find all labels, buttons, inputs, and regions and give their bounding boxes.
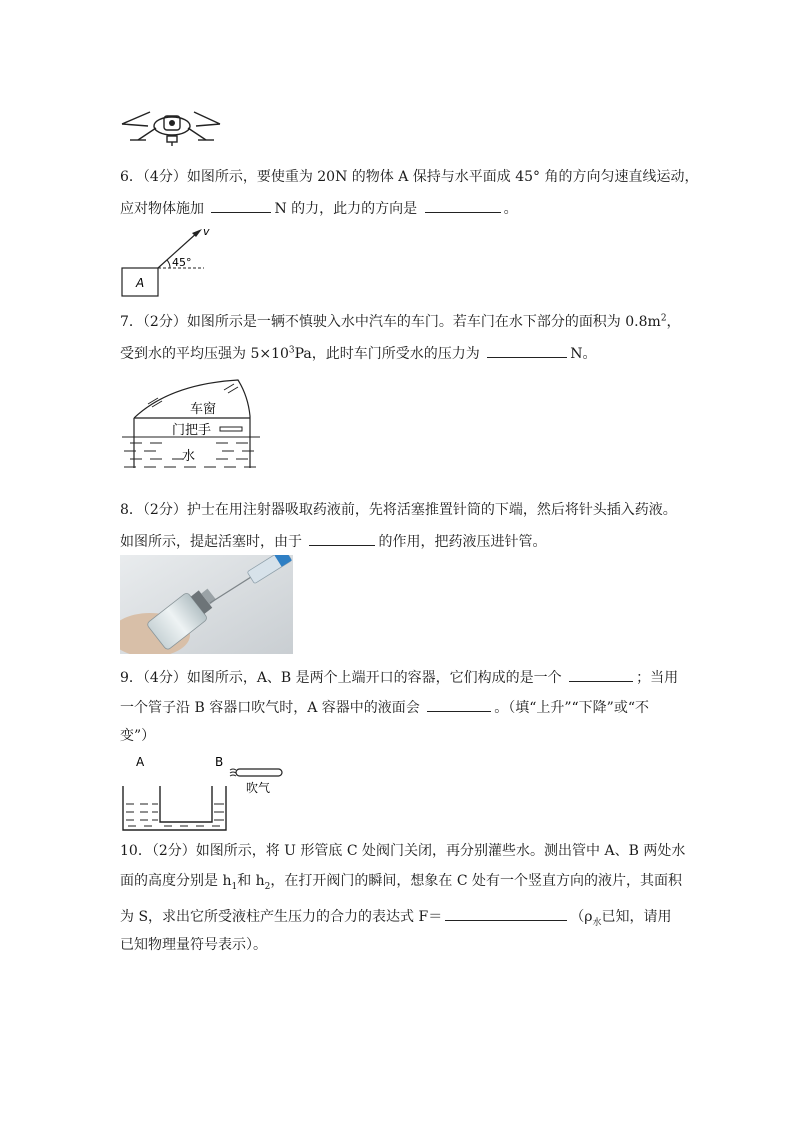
q9-text-1a: 9．（4分）如图所示，A、B 是两个上端开口的容器，它们构成的是一个 [120, 670, 562, 686]
q7-text-2a: 受到水的平均压强为 5×10 [120, 346, 289, 362]
q7-text-2c: N。 [570, 346, 597, 362]
q8-text-2b: 的作用，把药液压进针管。 [378, 534, 547, 550]
q10-text-1: 10．（2分）如图所示，将 U 形管底 C 处阀门关闭，再分别灌些水。测出管中 A、B 两处水 [120, 843, 686, 859]
q10-text-2a: 面的高度分别是 h [120, 873, 232, 889]
q8-blank-cause[interactable] [309, 531, 375, 546]
q7-text-1a: 7．（2分）如图所示是一辆不慎驶入水中汽车的车门。若车门在水下部分的面积为 0.8m [120, 314, 661, 330]
door-handle-icon [220, 427, 242, 431]
q10-line-4 [120, 936, 267, 954]
q10-text-3c: 已知，请用 [601, 909, 672, 925]
q7-line-1 [120, 313, 681, 331]
blow-tube-icon [236, 769, 282, 776]
vessel-outline [123, 786, 226, 830]
q9-text-2b: 。（填“上升”“下降”或“不 [494, 700, 649, 716]
q9-text-1b: ；当用 [636, 670, 679, 686]
q10-sub-2: 2 [264, 881, 271, 892]
q7-text-1b: ， [666, 314, 681, 330]
q6-line-1 [120, 168, 699, 186]
drone-icon [120, 104, 224, 152]
q10-blank-expression[interactable] [445, 906, 567, 921]
q6-text-2a: 应对物体施加 [120, 201, 204, 217]
q7-text-2b: Pa，此时车门所受水的压力为 [294, 346, 480, 362]
window-label: 车窗 [190, 402, 217, 417]
q9-line-3 [120, 727, 155, 745]
q9-text-2a: 一个管子沿 B 容器口吹气时，A 容器中的液面会 [120, 700, 420, 716]
q8-syringe-photo [120, 555, 293, 654]
q10-text-3a: 为 S，求出它所受液柱产生压力的合力的表达式 F＝ [120, 909, 443, 925]
q10-line-3 [120, 906, 671, 926]
q6-text-2b: N 的力，此力的方向是 [274, 201, 418, 217]
water-label: 水 [182, 449, 196, 464]
q8-text-2a: 如图所示，提起活塞时，由于 [120, 534, 302, 550]
q7-sup-1: 2 [660, 313, 667, 324]
q7-sup-2: 3 [288, 345, 295, 356]
q7-line-2 [120, 343, 596, 363]
q10-sub-water: 水 [592, 917, 602, 928]
q10-text-4: 已知物理量符号表示）。 [120, 937, 267, 953]
q10-text-2c: ，在打开阀门的瞬间，想象在 C 处有一个竖直方向的液片，其面积 [270, 873, 683, 889]
q6-line-2 [120, 198, 518, 218]
q7-car-door-figure [120, 376, 260, 474]
q9-connected-vessels-figure [120, 752, 290, 834]
q9-line-2 [120, 697, 649, 717]
vessel-b-label: B [215, 755, 224, 769]
q9-blank-level-change[interactable] [427, 697, 491, 712]
q10-line-1 [120, 842, 685, 860]
q10-sub-1: 1 [231, 881, 238, 892]
q7-blank-pressure-force[interactable] [487, 343, 567, 358]
angle-label: 45° [172, 256, 192, 269]
block-label: A [136, 276, 145, 290]
q6-figure [120, 226, 220, 298]
q8-line-1 [120, 501, 677, 519]
vessel-a-label: A [136, 755, 145, 769]
q6-blank-force[interactable] [211, 198, 271, 213]
angle-arc [167, 260, 170, 268]
q8-text-1: 8．（2分）护士在用注射器吸取药液前，先将活塞推置针筒的下端，然后将针头插入药液。 [120, 502, 677, 518]
blow-label: 吹气 [246, 781, 271, 795]
q6-blank-direction[interactable] [425, 198, 501, 213]
q10-text-3b: （ρ [570, 909, 593, 925]
q9-line-1 [120, 667, 678, 687]
q6-text-1: 6．（4分）如图所示，要使重为 20N 的物体 A 保持与水平面成 45° 角的方向匀速直线运动， [120, 169, 699, 185]
q10-text-2b: 和 h [237, 873, 265, 889]
handle-label: 门把手 [172, 423, 212, 438]
q9-text-3: 变”） [120, 728, 156, 744]
q6-text-2c: 。 [503, 201, 518, 217]
velocity-label: v [203, 226, 210, 238]
drone-figure [120, 104, 224, 152]
q9-blank-device[interactable] [569, 667, 633, 682]
q8-line-2 [120, 531, 546, 551]
q10-line-2 [120, 872, 682, 890]
